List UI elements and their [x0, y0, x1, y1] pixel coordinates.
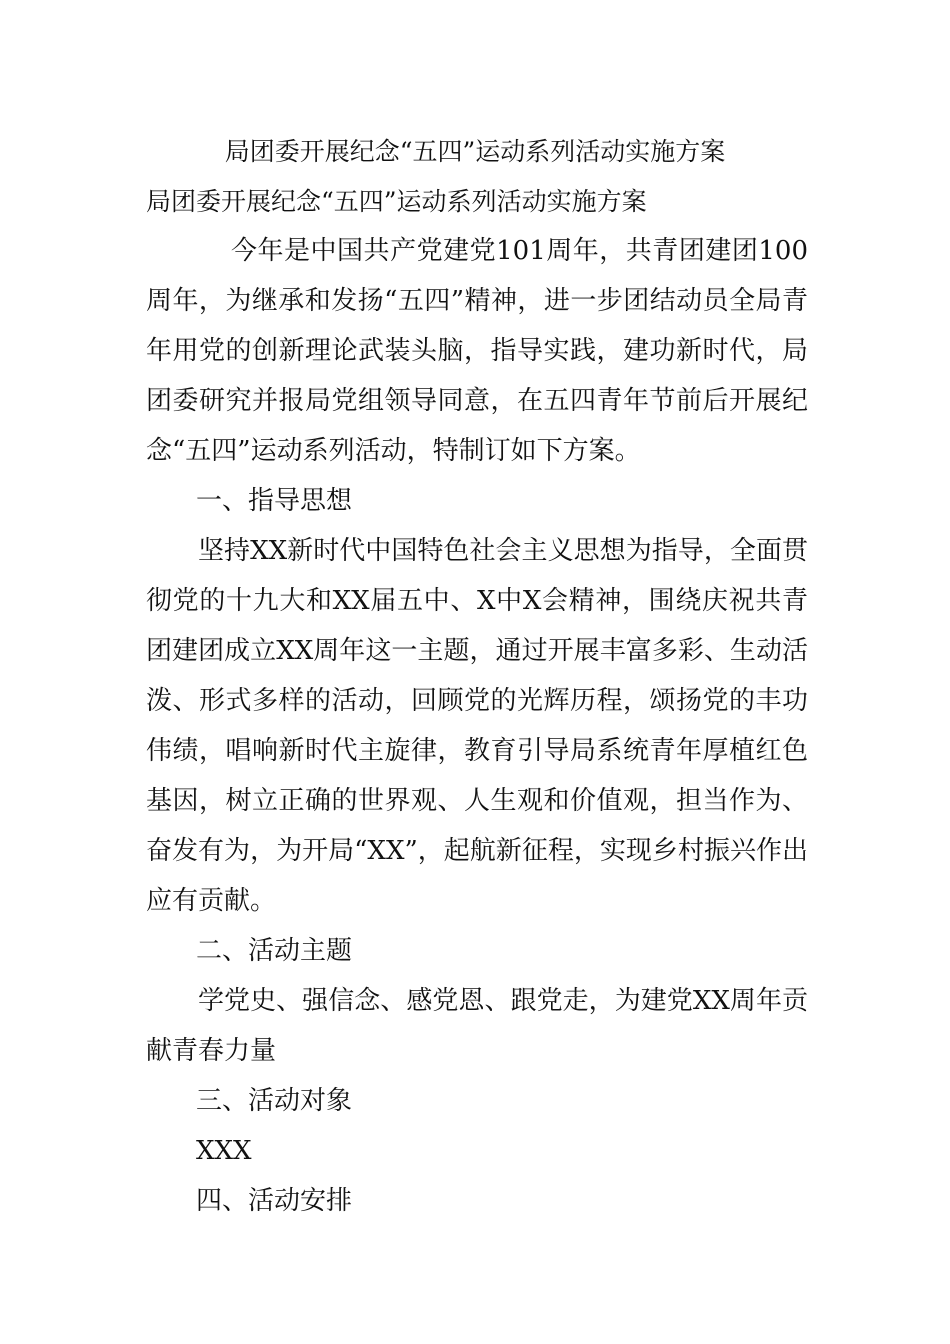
section-content-activity-target: XXX: [196, 1136, 252, 1166]
document-title-centered: 局团委开展纪念“五四”运动系列活动实施方案: [224, 137, 726, 166]
document-body: [146, 226, 808, 1226]
section-heading-activity-target: 三、活动对象: [196, 1086, 353, 1116]
intro-paragraph: 今年是中国共产党建党101周年，共青团建团100周年，为继承和发扬“五四”精神，进一步团结动员全局青年用党的创新理论武装头脑，指导实践，建功新时代，局团委研究并报局党组领导同意，在五四青年节前后开展纪念“五四”运动系列活动，特制订如下方案。: [146, 236, 808, 466]
section-content-activity-theme: 学党史、强信念、感党恩、跟党走，为建党XX周年贡献青春力量: [146, 986, 808, 1066]
document-title-left: 局团委开展纪念“五四”运动系列活动实施方案: [146, 187, 647, 216]
section-heading-activity-theme: 二、活动主题: [196, 936, 353, 966]
section-content-guiding-ideology: 坚持XX新时代中国特色社会主义思想为指导，全面贯彻党的十九大和XX届五中、X中X会精神，围绕庆祝共青团建团成立XX周年这一主题，通过开展丰富多彩、生动活泼、形式多样的活动，回顾党的光辉历程，颂扬党的丰功伟绩，唱响新时代主旋律，教育引导局系统青年厚植红色基因，树立正确的世界观、人生观和价值观，担当作为、奋发有为，为开局“XX”，起航新征程，实现乡村振兴作出应有贡献。: [146, 536, 808, 916]
section-heading-guiding-ideology: 一、指导思想: [196, 486, 353, 516]
section-heading-activity-arrangement: 四、活动安排: [196, 1186, 353, 1216]
